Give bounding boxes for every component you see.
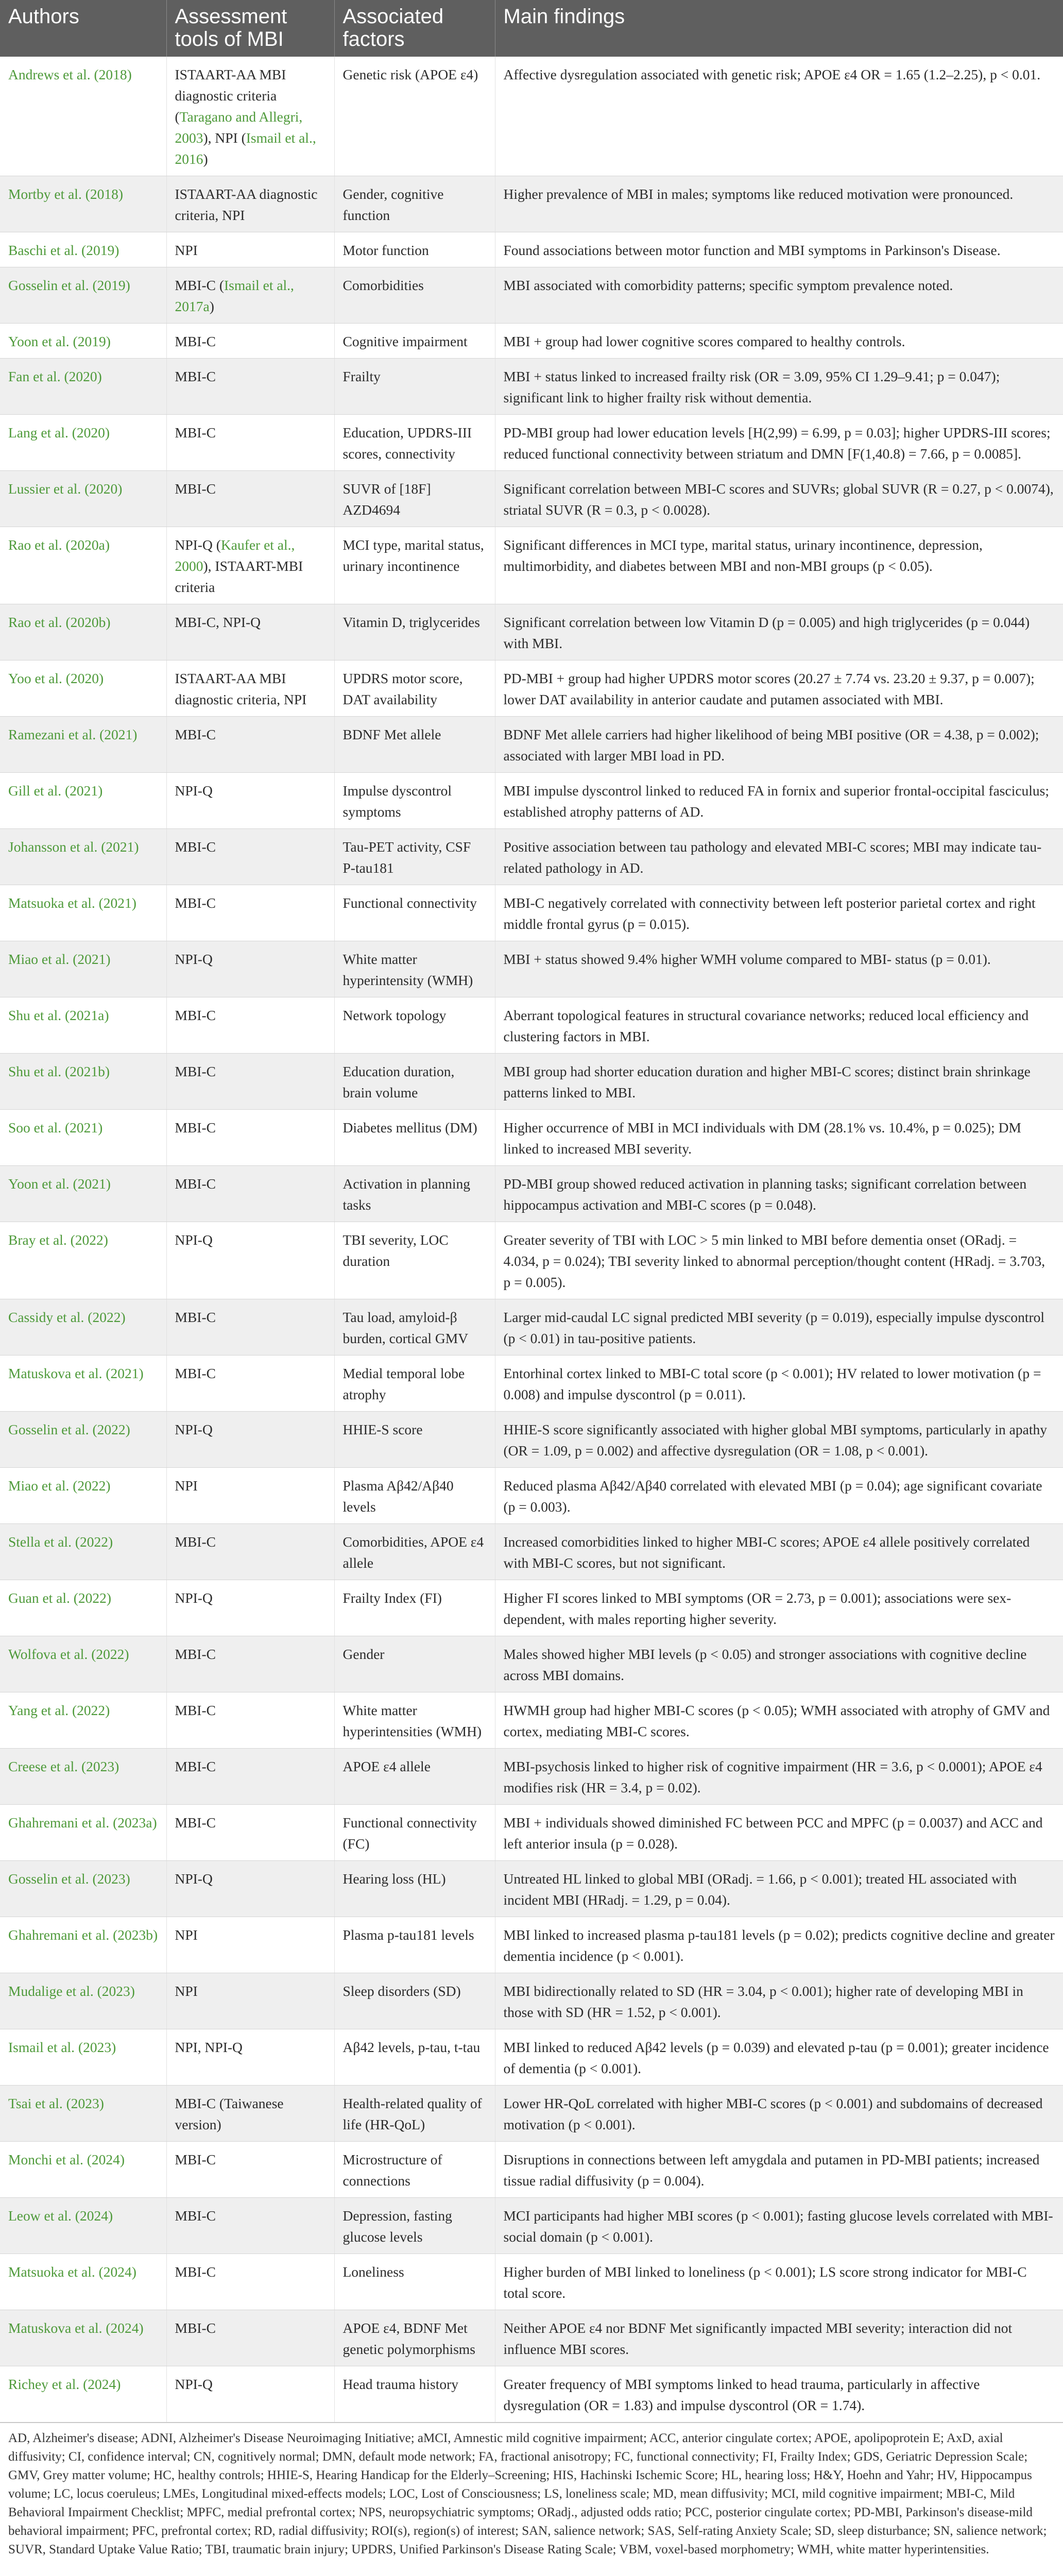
tool-text: NPI (175, 242, 198, 258)
author-cell[interactable]: Gill et al. (2021) (0, 773, 166, 829)
associated-factors-cell: TBI severity, LOC duration (334, 1222, 495, 1299)
associated-factors-cell: UPDRS motor score, DAT availability (334, 660, 495, 717)
main-findings-cell: Significant correlation between MBI-C scores and SUVRs; global SUVR (R = 0.27, p < 0.0074), striatal SUVR (R = 0.3, p < 0.0028). (495, 471, 1063, 527)
header-main-findings: Main findings (495, 0, 1063, 57)
table-row (0, 1580, 1063, 1636)
main-findings-cell: PD-MBI + group had higher UPDRS motor scores (20.27 ± 7.74 vs. 23.20 ± 9.37, p = 0.007); lower DAT availability in anterior caudate and putamen associated with MBI. (495, 660, 1063, 717)
author-cell[interactable]: Mortby et al. (2018) (0, 176, 166, 232)
author-cell[interactable]: Miao et al. (2021) (0, 941, 166, 997)
author-cell[interactable]: Baschi et al. (2019) (0, 232, 166, 267)
tool-text: MBI-C (175, 839, 216, 855)
associated-factors-cell: BDNF Met allele (334, 717, 495, 773)
main-findings-cell: HHIE-S score significantly associated with higher global MBI symptoms, particularly in apathy (OR = 1.09, p = 0.002) and affective dysregulation (OR = 1.08, p < 0.001). (495, 1412, 1063, 1468)
author-cell[interactable]: Shu et al. (2021a) (0, 997, 166, 1054)
associated-factors-cell: Head trauma history (334, 2366, 495, 2422)
table-row (0, 57, 1063, 176)
tool-text: MBI-C (175, 1534, 216, 1550)
tool-text: MBI-C (175, 726, 216, 742)
associated-factors-cell: Activation in planning tasks (334, 1166, 495, 1222)
main-findings-cell: PD-MBI group showed reduced activation in planning tasks; significant correlation between hippocampus activation and MBI-C scores (p = 0.048). (495, 1166, 1063, 1222)
author-cell[interactable]: Fan et al. (2020) (0, 359, 166, 415)
main-findings-cell: Increased comorbidities linked to higher MBI-C scores; APOE ε4 allele positively correlated with MBI-C scores, but not significant. (495, 1524, 1063, 1580)
main-findings-cell: MBI + status linked to increased frailty risk (OR = 3.09, 95% CI 1.29–9.41; p = 0.047); significant link to higher frailty risk without dementia. (495, 359, 1063, 415)
associated-factors-cell: Comorbidities (334, 267, 495, 324)
author-cell[interactable]: Johansson et al. (2021) (0, 829, 166, 885)
assessment-tools-cell (166, 717, 334, 773)
table-row (0, 2086, 1063, 2142)
assessment-tools-cell (166, 2198, 334, 2254)
assessment-tools-cell (166, 1299, 334, 1355)
main-findings-cell: PD-MBI group had lower education levels [H(2,99) = 6.99, p = 0.03]; higher UPDRS-III scores; reduced functional connectivity between striatum and DMN [F(1,40.8) = 7.66, p = 0.0085]. (495, 415, 1063, 471)
tool-text: MBI-C (175, 1063, 216, 1079)
assessment-tools-cell (166, 527, 334, 604)
tool-text: MBI-C (175, 368, 216, 384)
tool-text: MBI-C (Taiwanese version) (175, 2095, 284, 2132)
main-findings-cell: Greater severity of TBI with LOC > 5 min linked to MBI before dementia onset (ORadj. = 4.034, p = 0.024); TBI severity linked to abnormal perception/thought content (HRadj. = 3.703, p = 0.005). (495, 1222, 1063, 1299)
author-cell[interactable]: Monchi et al. (2024) (0, 2142, 166, 2198)
author-cell[interactable]: Cassidy et al. (2022) (0, 1299, 166, 1355)
table-row (0, 1749, 1063, 1805)
associated-factors-cell: Education, UPDRS-III scores, connectivity (334, 415, 495, 471)
main-findings-cell: Higher occurrence of MBI in MCI individuals with DM (28.1% vs. 10.4%, p = 0.025); DM linked to increased MBI severity. (495, 1110, 1063, 1166)
associated-factors-cell: Plasma Aβ42/Aβ40 levels (334, 1468, 495, 1524)
assessment-tools-cell (166, 1973, 334, 2029)
associated-factors-cell: APOE ε4, BDNF Met genetic polymorphisms (334, 2310, 495, 2366)
author-cell[interactable]: Yang et al. (2022) (0, 1692, 166, 1749)
table-row (0, 1355, 1063, 1412)
table-row (0, 1917, 1063, 1973)
table-row (0, 1412, 1063, 1468)
tool-text: MBI-C (175, 1007, 216, 1023)
table-row (0, 885, 1063, 941)
associated-factors-cell: White matter hyperintensity (WMH) (334, 941, 495, 997)
associated-factors-cell: Plasma p-tau181 levels (334, 1917, 495, 1973)
tool-text: MBI-C (175, 1309, 216, 1325)
assessment-tools-cell (166, 2310, 334, 2366)
table-row (0, 1468, 1063, 1524)
main-findings-cell: Higher FI scores linked to MBI symptoms (OR = 2.73, p = 0.001); associations were sex-dependent, with males reporting higher severity. (495, 1580, 1063, 1636)
table-row (0, 267, 1063, 324)
table-header (0, 0, 1063, 57)
assessment-tools-cell (166, 232, 334, 267)
main-findings-cell: MBI linked to increased plasma p-tau181 levels (p = 0.02); predicts cognitive decline and greater dementia incidence (p < 0.001). (495, 1917, 1063, 1973)
assessment-tools-cell (166, 1054, 334, 1110)
table-row (0, 1805, 1063, 1861)
tool-text: MBI-C (175, 1365, 216, 1381)
associated-factors-cell: Hearing loss (HL) (334, 1861, 495, 1917)
table-row (0, 1054, 1063, 1110)
table-row (0, 2310, 1063, 2366)
author-cell[interactable]: Richey et al. (2024) (0, 2366, 166, 2422)
main-findings-cell: MBI + group had lower cognitive scores compared to healthy controls. (495, 324, 1063, 359)
tool-text: MBI-C (175, 2264, 216, 2280)
tool-text: MBI-C (175, 333, 216, 349)
table-footnote: AD, Alzheimer's disease; ADNI, Alzheimer's Disease Neuroimaging Initiative; aMCI, Amnestic mild cognitive impairment; ACC, anterior cingulate cortex; APOE, apolipoprotein E; AxD, axial diffusivity; CI, confidence interval; CN, cognitively normal; DMN, default mode network; FA, fractional anisotropy; FC, functional connectivity; FI, Frailty Index; GDS, Geriatric Depression Scale; GMV, Grey matter volume; HC, healthy controls; HHIE-S, Hearing Handicap for the Elderly–Screening; HIS, Hachinski Ischemic Score; HL, hearing loss; H&Y, Hoehn and Yahr; HV, Hippocampus volume; LC, locus coeruleus; LMEs, Longitudinal mixed-effects models; LOC, Lost of Consciousness; LS, loneliness scale; MD, mean diffusivity; MCI, mild cognitive impairment; MBI-C, Mild Behavioral Impairment Checklist; MPFC, medial prefrontal cortex; NPS, neuropsychiatric symptoms; ORadj., adjusted odds ratio; PCC, posterior cingulate cortex; PD-MBI, Parkinson's disease-mild behavioral impairment; PFC, prefrontal cortex; RD, radial diffusivity; ROI(s), region(s) of interest; SAN, salience network; SAS, Self-rating Anxiety Scale; SD, sleep disturbance; SN, salience network; SUVR, Standard Uptake Value Ratio; TBI, traumatic brain injury; UPDRS, Unified Parkinson's Disease Rating Scale; VBM, voxel-based morphometry; WMH, white matter hyperintensities. (0, 2422, 1063, 2567)
assessment-tools-cell (166, 1166, 334, 1222)
author-cell[interactable]: Lussier et al. (2020) (0, 471, 166, 527)
main-findings-cell: Positive association between tau pathology and elevated MBI-C scores; MBI may indicate tau-related pathology in AD. (495, 829, 1063, 885)
associated-factors-cell: MCI type, marital status, urinary incontinence (334, 527, 495, 604)
tool-text: NPI-Q (175, 951, 213, 967)
assessment-tools-cell (166, 176, 334, 232)
table-row (0, 1110, 1063, 1166)
main-findings-cell: Found associations between motor function and MBI symptoms in Parkinson's Disease. (495, 232, 1063, 267)
table-body (0, 57, 1063, 2422)
associated-factors-cell: Depression, fasting glucose levels (334, 2198, 495, 2254)
table-row (0, 1973, 1063, 2029)
author-cell[interactable]: Andrews et al. (2018) (0, 57, 166, 176)
tool-text: NPI (175, 1983, 198, 1999)
main-findings-cell: MBI impulse dyscontrol linked to reduced FA in fornix and superior frontal-occipital fasciculus; established atrophy patterns of AD. (495, 773, 1063, 829)
main-findings-cell: MBI group had shorter education duration and higher MBI-C scores; distinct brain shrinkage patterns linked to MBI. (495, 1054, 1063, 1110)
author-cell[interactable]: Shu et al. (2021b) (0, 1054, 166, 1110)
tool-text: MBI-C (175, 1176, 216, 1192)
author-cell[interactable]: Yoon et al. (2019) (0, 324, 166, 359)
assessment-tools-cell (166, 1468, 334, 1524)
table-row (0, 1166, 1063, 1222)
tool-text: MBI-C ( (175, 277, 224, 293)
assessment-tools-cell (166, 1222, 334, 1299)
tool-text: ) (203, 151, 208, 167)
table-row (0, 829, 1063, 885)
main-findings-cell: Significant correlation between low Vitamin D (p = 0.005) and high triglycerides (p = 0.044) with MBI. (495, 604, 1063, 660)
associated-factors-cell: Comorbidities, APOE ε4 allele (334, 1524, 495, 1580)
tool-text: NPI-Q (175, 1590, 213, 1606)
main-findings-cell: Higher prevalence of MBI in males; symptoms like reduced motivation were pronounced. (495, 176, 1063, 232)
tool-text: MBI-C (175, 895, 216, 911)
table-row (0, 2254, 1063, 2310)
associated-factors-cell: SUVR of [18F] AZD4694 (334, 471, 495, 527)
main-findings-cell: HWMH group had higher MBI-C scores (p < 0.05); WMH associated with atrophy of GMV and cortex, mediating MBI-C scores. (495, 1692, 1063, 1749)
main-findings-cell: MBI-psychosis linked to higher risk of cognitive impairment (HR = 3.6, p < 0.0001); APOE ε4 modifies risk (HR = 3.4, p = 0.02). (495, 1749, 1063, 1805)
main-findings-cell: Neither APOE ε4 nor BDNF Met significantly impacted MBI severity; interaction did not influence MBI scores. (495, 2310, 1063, 2366)
tool-text: NPI-Q (175, 783, 213, 799)
header-authors: Authors (0, 0, 166, 57)
table-row (0, 176, 1063, 232)
associated-factors-cell: Motor function (334, 232, 495, 267)
assessment-tools-cell (166, 1412, 334, 1468)
assessment-tools-cell (166, 57, 334, 176)
assessment-tools-cell (166, 1110, 334, 1166)
author-cell[interactable]: Ghahremani et al. (2023b) (0, 1917, 166, 1973)
assessment-tools-cell (166, 1692, 334, 1749)
main-findings-cell: Lower HR-QoL correlated with higher MBI-C scores (p < 0.001) and subdomains of decreased motivation (p < 0.001). (495, 2086, 1063, 2142)
main-findings-cell: Larger mid-caudal LC signal predicted MBI severity (p = 0.019), especially impulse dyscontrol (p < 0.01) in tau-positive patients. (495, 1299, 1063, 1355)
main-findings-cell: BDNF Met allele carriers had higher likelihood of being MBI positive (OR = 4.38, p = 0.002); associated with larger MBI load in PD. (495, 717, 1063, 773)
assessment-tools-cell (166, 324, 334, 359)
tool-text: MBI-C (175, 1120, 216, 1136)
assessment-tools-cell (166, 1749, 334, 1805)
main-findings-cell: MBI associated with comorbidity patterns; specific symptom prevalence noted. (495, 267, 1063, 324)
associated-factors-cell: Tau load, amyloid-β burden, cortical GMV (334, 1299, 495, 1355)
associated-factors-cell: Gender, cognitive function (334, 176, 495, 232)
table-row (0, 359, 1063, 415)
tool-text: NPI-Q ( (175, 537, 221, 553)
tool-text: ) (209, 298, 214, 314)
tool-text: MBI-C (175, 2320, 216, 2336)
main-findings-cell: Significant differences in MCI type, marital status, urinary incontinence, depression, multimorbidity, and diabetes between MBI and non-MBI groups (p < 0.05). (495, 527, 1063, 604)
author-cell[interactable]: Ismail et al. (2023) (0, 2029, 166, 2086)
main-findings-cell: MCI participants had higher MBI scores (p < 0.001); fasting glucose levels correlated with MBI-social domain (p < 0.001). (495, 2198, 1063, 2254)
tool-text: NPI (175, 1927, 198, 1943)
tool-text: ), ISTAART-MBI criteria (175, 558, 303, 595)
author-cell[interactable]: Yoon et al. (2021) (0, 1166, 166, 1222)
assessment-tools-cell (166, 1917, 334, 1973)
associated-factors-cell: White matter hyperintensities (WMH) (334, 1692, 495, 1749)
tool-text: MBI-C, NPI-Q (175, 614, 261, 630)
table-row (0, 660, 1063, 717)
table-row (0, 773, 1063, 829)
author-cell[interactable]: Rao et al. (2020a) (0, 527, 166, 604)
associated-factors-cell: Health-related quality of life (HR-QoL) (334, 2086, 495, 2142)
tool-text: MBI-C (175, 2208, 216, 2224)
table-row (0, 527, 1063, 604)
author-cell[interactable]: Miao et al. (2022) (0, 1468, 166, 1524)
table-row (0, 2142, 1063, 2198)
author-cell[interactable]: Tsai et al. (2023) (0, 2086, 166, 2142)
table-row (0, 997, 1063, 1054)
author-cell[interactable]: Matsuoka et al. (2021) (0, 885, 166, 941)
associated-factors-cell: Education duration, brain volume (334, 1054, 495, 1110)
associated-factors-cell: Loneliness (334, 2254, 495, 2310)
author-cell[interactable]: Creese et al. (2023) (0, 1749, 166, 1805)
assessment-tools-cell (166, 660, 334, 717)
tool-text: MBI-C (175, 1758, 216, 1774)
assessment-tools-cell (166, 1355, 334, 1412)
author-cell[interactable]: Yoo et al. (2020) (0, 660, 166, 717)
citation-link[interactable]: Ismail et al., 2016 (175, 130, 316, 167)
assessment-tools-cell (166, 829, 334, 885)
table-row (0, 717, 1063, 773)
main-findings-cell: MBI-C negatively correlated with connectivity between left posterior parietal cortex and right middle frontal gyrus (p = 0.015). (495, 885, 1063, 941)
assessment-tools-cell (166, 1805, 334, 1861)
tool-text: MBI-C (175, 425, 216, 440)
table-row (0, 415, 1063, 471)
assessment-tools-cell (166, 1636, 334, 1692)
tool-text: ISTAART-AA MBI diagnostic criteria, NPI (175, 670, 307, 707)
main-findings-cell: Reduced plasma Aβ42/Aβ40 correlated with elevated MBI (p = 0.04); age significant covariate (p = 0.003). (495, 1468, 1063, 1524)
tool-text: NPI, NPI-Q (175, 2039, 243, 2055)
header-assessment-tools: Assessment tools of MBI (166, 0, 334, 57)
table-row (0, 1222, 1063, 1299)
associated-factors-cell: HHIE-S score (334, 1412, 495, 1468)
tool-text: MBI-C (175, 1702, 216, 1718)
associated-factors-cell: Functional connectivity (FC) (334, 1805, 495, 1861)
tool-text: NPI-Q (175, 1871, 213, 1887)
main-findings-cell: Greater frequency of MBI symptoms linked to head trauma, particularly in affective dysregulation (OR = 1.83) and impulse dyscontrol (OR = 1.74). (495, 2366, 1063, 2422)
assessment-tools-cell (166, 267, 334, 324)
associated-factors-cell: Frailty Index (FI) (334, 1580, 495, 1636)
main-findings-cell: Higher burden of MBI linked to loneliness (p < 0.001); LS score strong indicator for MBI-C total score. (495, 2254, 1063, 2310)
table-row (0, 232, 1063, 267)
tool-text: NPI-Q (175, 2376, 213, 2392)
tool-text: ISTAART-AA diagnostic criteria, NPI (175, 186, 318, 223)
tool-text: MBI-C (175, 1646, 216, 1662)
assessment-tools-cell (166, 773, 334, 829)
table-row (0, 2029, 1063, 2086)
table-row (0, 2366, 1063, 2422)
tool-text: MBI-C (175, 481, 216, 497)
associated-factors-cell: Sleep disorders (SD) (334, 1973, 495, 2029)
assessment-tools-cell (166, 1524, 334, 1580)
assessment-tools-cell (166, 2029, 334, 2086)
associated-factors-cell: APOE ε4 allele (334, 1749, 495, 1805)
tool-text: ISTAART-AA MBI diagnostic criteria ( (175, 66, 286, 125)
author-cell[interactable]: Leow et al. (2024) (0, 2198, 166, 2254)
assessment-tools-cell (166, 885, 334, 941)
assessment-tools-cell (166, 2142, 334, 2198)
main-findings-cell: Aberrant topological features in structural covariance networks; reduced local efficiency and clustering factors in MBI. (495, 997, 1063, 1054)
table-row (0, 941, 1063, 997)
author-cell[interactable]: Matuskova et al. (2021) (0, 1355, 166, 1412)
author-cell[interactable]: Gosselin et al. (2022) (0, 1412, 166, 1468)
assessment-tools-cell (166, 941, 334, 997)
associated-factors-cell: Medial temporal lobe atrophy (334, 1355, 495, 1412)
citation-link[interactable]: Taragano and Allegri, 2003 (175, 109, 303, 146)
author-cell[interactable]: Rao et al. (2020b) (0, 604, 166, 660)
tool-text: MBI-C (175, 1815, 216, 1831)
author-cell[interactable]: Gosselin et al. (2019) (0, 267, 166, 324)
associated-factors-cell: Genetic risk (APOE ε4) (334, 57, 495, 176)
table-row (0, 1299, 1063, 1355)
main-findings-cell: Disruptions in connections between left amygdala and putamen in PD-MBI patients; increased tissue radial diffusivity (p = 0.004). (495, 2142, 1063, 2198)
author-cell[interactable]: Soo et al. (2021) (0, 1110, 166, 1166)
header-row (0, 0, 1063, 57)
associated-factors-cell: Microstructure of connections (334, 2142, 495, 2198)
author-cell[interactable]: Wolfova et al. (2022) (0, 1636, 166, 1692)
main-findings-cell: Affective dysregulation associated with genetic risk; APOE ε4 OR = 1.65 (1.2–2.25), p < 0.01. (495, 57, 1063, 176)
associated-factors-cell: Tau-PET activity, CSF P-tau181 (334, 829, 495, 885)
tool-text: NPI-Q (175, 1232, 213, 1248)
assessment-tools-cell (166, 471, 334, 527)
table-row (0, 471, 1063, 527)
assessment-tools-cell (166, 415, 334, 471)
assessment-tools-cell (166, 2366, 334, 2422)
author-cell[interactable]: Gosselin et al. (2023) (0, 1861, 166, 1917)
associated-factors-cell: Network topology (334, 997, 495, 1054)
citation-link[interactable]: Kaufer et al., 2000 (175, 537, 295, 574)
author-cell[interactable]: Ramezani et al. (2021) (0, 717, 166, 773)
assessment-tools-cell (166, 997, 334, 1054)
tool-text: MBI-C (175, 2151, 216, 2167)
main-findings-cell: MBI linked to reduced Aβ42 levels (p = 0.039) and elevated p-tau (p = 0.001); greater incidence of dementia (p < 0.001). (495, 2029, 1063, 2086)
table-row (0, 2198, 1063, 2254)
tool-text: ), NPI ( (203, 130, 246, 146)
associated-factors-cell: Diabetes mellitus (DM) (334, 1110, 495, 1166)
author-cell[interactable]: Matuskova et al. (2024) (0, 2310, 166, 2366)
table-row (0, 1636, 1063, 1692)
main-findings-cell: MBI + status showed 9.4% higher WMH volume compared to MBI- status (p = 0.01). (495, 941, 1063, 997)
assessment-tools-cell (166, 2254, 334, 2310)
table-row (0, 324, 1063, 359)
associated-factors-cell: Aβ42 levels, p-tau, t-tau (334, 2029, 495, 2086)
table-row (0, 1861, 1063, 1917)
author-cell[interactable]: Lang et al. (2020) (0, 415, 166, 471)
associated-factors-cell: Cognitive impairment (334, 324, 495, 359)
assessment-tools-cell (166, 1580, 334, 1636)
main-findings-cell: Entorhinal cortex linked to MBI-C total score (p < 0.001); HV related to lower motivation (p = 0.008) and impulse dyscontrol (p = 0.011). (495, 1355, 1063, 1412)
tool-text: NPI-Q (175, 1421, 213, 1437)
author-cell[interactable]: Bray et al. (2022) (0, 1222, 166, 1299)
associated-factors-cell: Vitamin D, triglycerides (334, 604, 495, 660)
associated-factors-cell: Impulse dyscontrol symptoms (334, 773, 495, 829)
main-findings-cell: Males showed higher MBI levels (p < 0.05) and stronger associations with cognitive decline across MBI domains. (495, 1636, 1063, 1692)
associated-factors-cell: Frailty (334, 359, 495, 415)
author-cell[interactable]: Guan et al. (2022) (0, 1580, 166, 1636)
associated-factors-cell: Gender (334, 1636, 495, 1692)
table-row (0, 1692, 1063, 1749)
main-findings-cell: Untreated HL linked to global MBI (ORadj. = 1.66, p < 0.001); treated HL associated with incident MBI (HRadj. = 1.29, p = 0.04). (495, 1861, 1063, 1917)
main-findings-cell: MBI bidirectionally related to SD (HR = 3.04, p < 0.001); higher rate of developing MBI in those with SD (HR = 1.52, p < 0.001). (495, 1973, 1063, 2029)
author-cell[interactable]: Matsuoka et al. (2024) (0, 2254, 166, 2310)
header-associated-factors: Associated factors (334, 0, 495, 57)
citation-link[interactable]: Ismail et al., 2017a (175, 277, 294, 314)
assessment-tools-cell (166, 604, 334, 660)
associated-factors-cell: Functional connectivity (334, 885, 495, 941)
author-cell[interactable]: Stella et al. (2022) (0, 1524, 166, 1580)
assessment-tools-cell (166, 2086, 334, 2142)
table-row (0, 1524, 1063, 1580)
table-row (0, 604, 1063, 660)
main-findings-cell: MBI + individuals showed diminished FC between PCC and MPFC (p = 0.0037) and ACC and left anterior insula (p = 0.028). (495, 1805, 1063, 1861)
assessment-tools-cell (166, 359, 334, 415)
author-cell[interactable]: Ghahremani et al. (2023a) (0, 1805, 166, 1861)
tool-text: NPI (175, 1478, 198, 1494)
author-cell[interactable]: Mudalige et al. (2023) (0, 1973, 166, 2029)
assessment-tools-cell (166, 1861, 334, 1917)
